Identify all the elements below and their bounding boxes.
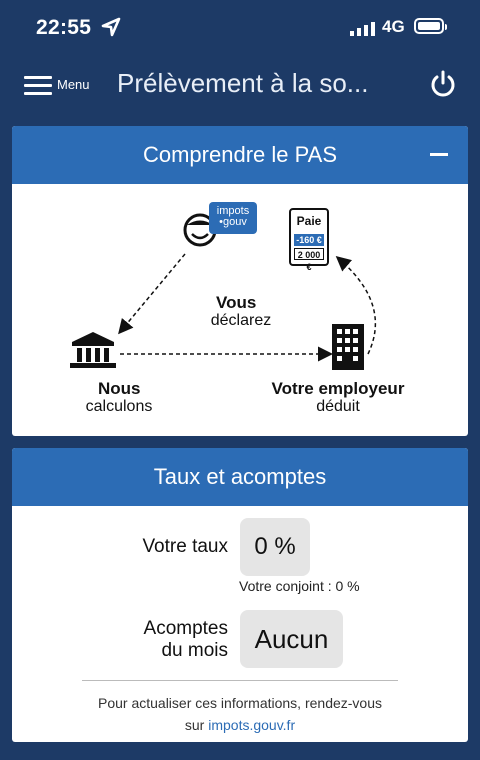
employeur-label: Votre employeur	[271, 379, 405, 398]
divider	[82, 680, 398, 681]
employeur-text: déduit	[316, 398, 360, 415]
pas-diagram	[12, 184, 468, 436]
nous-label: Nous	[98, 379, 141, 398]
bank-icon	[70, 330, 116, 370]
page-title: Prélèvement à la so...	[117, 68, 369, 98]
impots-gouv-link[interactable]: impots.gouv.fr	[208, 717, 296, 733]
status-bar	[0, 0, 480, 56]
menu-label: Menu	[57, 77, 90, 92]
vous-label: Vous	[216, 293, 257, 312]
acomptes-value: Aucun	[240, 610, 343, 668]
nous-text: calculons	[85, 398, 153, 415]
location-arrow-icon	[100, 16, 122, 38]
power-icon[interactable]	[428, 69, 458, 99]
network-type: 4G	[382, 17, 405, 36]
card-taux-acomptes	[12, 448, 468, 742]
acomptes-label: Acomptes du mois	[143, 618, 228, 661]
payslip-icon: Paie -160 € 2 000 €	[289, 208, 329, 266]
signal-icon	[350, 22, 378, 36]
conjoint-rate: Votre conjoint : 0 %	[239, 578, 360, 594]
card-header	[12, 448, 468, 506]
impots-gouv-logo: impots •gouv	[209, 202, 257, 234]
card-title: Taux et acomptes	[153, 464, 327, 489]
app-header	[0, 60, 480, 110]
card-title: Comprendre le PAS	[142, 142, 337, 167]
battery-icon	[414, 18, 444, 34]
collapse-icon[interactable]	[430, 144, 450, 164]
vous-text: déclarez	[210, 312, 272, 329]
card-comprendre-pas	[12, 126, 468, 436]
taux-value: 0 %	[240, 518, 310, 576]
menu-button[interactable]	[24, 70, 94, 100]
update-info-text: Pour actualiser ces informations, rendez-vous sur impots.gouv.fr	[97, 695, 383, 733]
office-building-icon	[332, 324, 364, 370]
hamburger-icon	[24, 76, 52, 94]
card-header[interactable]	[12, 126, 468, 184]
taux-label: Votre taux	[142, 536, 228, 557]
status-time: 22:55	[36, 16, 92, 39]
